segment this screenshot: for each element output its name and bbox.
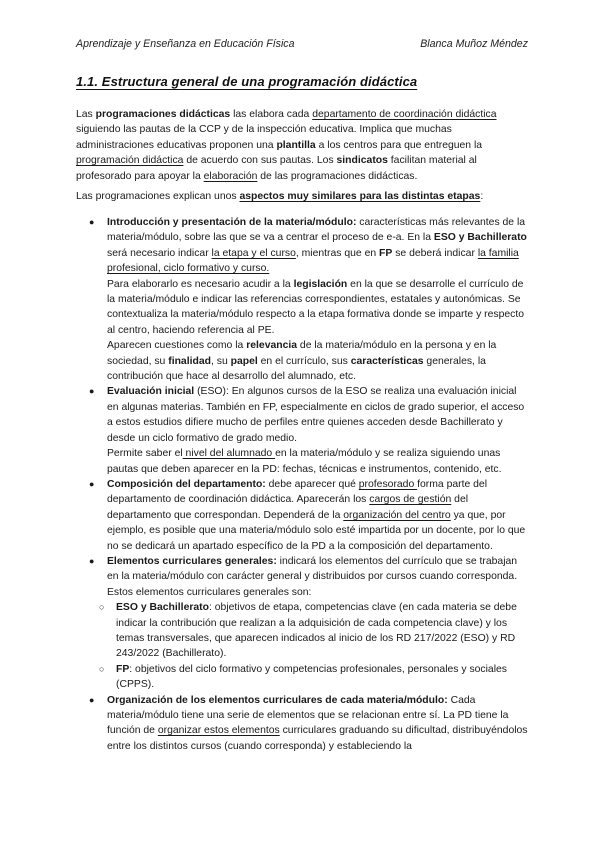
header-author: Blanca Muñoz Méndez xyxy=(420,38,528,50)
sublist-item-eso: ○ ESO y Bachillerato: objetivos de etapa, competencias clave (en cada materia se debe indicar la contribución que realizan a la adquisición de cada competencia clave) y los temas transversales, que aparecen indicados al inicio de los RD 217/2022 (ESO) y RD 243/2022 (Bachillerato). xyxy=(99,602,517,660)
section-title: 1.1. Estructura general de una programación didáctica xyxy=(76,74,418,89)
page-header xyxy=(76,38,528,50)
intro-paragraph: Las programaciones didácticas las elabora cada departamento de coordinación didáctica siguiendo las pautas de la CCP y de la inspección educativa. Implica que muchas administraciones educativas proponen una plantilla a los centros para que entreguen la programación didáctica de acuerdo con sus pautas. Los sindicatos facilitan material al profesorado para apoyar la elaboración de las programaciones didácticas. xyxy=(76,109,497,182)
bullet-icon: ● xyxy=(89,217,95,227)
bullet-icon: ● xyxy=(89,478,95,489)
hollow-bullet-icon: ○ xyxy=(99,602,105,613)
aspects-list xyxy=(76,215,528,754)
bullet-icon: ● xyxy=(89,694,95,705)
header-course: Aprendizaje y Enseñanza en Educación Física xyxy=(76,38,295,50)
list-item-comp: ● Composición del departamento: debe aparecer qué profesorado forma parte del departamento de coordinación didáctica. Aparecerán los cargos de gestión del departamento que correspondan. Dependerá de la organización del centro ya que, por ejemplo, es posible que una materia/módulo solo esté impartida por un docente, por lo que no se dedicará un apartado específico de la PD a la composición del departamento. xyxy=(89,478,526,552)
sublist-item-fp: ○ FP: objetivos del ciclo formativo y competencias profesionales, personales y sociales (CPPS). xyxy=(99,663,507,691)
list-item-intro: ● Introducción y presentación de la materia/módulo: características más relevantes de la materia/módulo, sobre las que se va a centrar el proceso de e-a. En la ESO y Bachillerato será necesario indicar la etapa y el curso, mientras que en FP se deberá indicar la familia profesional, ciclo formativo y curso. Para elaborarlo es necesario acudir a la legislación en la que se desarrolle el currículo de la materia/módulo e indicar las referencias correspondientes, estatales y autonómicas. Se contextualiza la materia/módulo respecto a la etapa formativa donde se imparte y respecto al centro, haciendo referencia al PE. Aparecen cuestiones como la relevancia de la materia/módulo en la persona y en la sociedad, su finalidad, su papel en el currículo, sus características generales, la contribución que hace al desarrollo del alumnado, etc. xyxy=(89,217,527,383)
list-item-org: ● Organización de los elementos curriculares de cada materia/módulo: Cada materia/módulo tiene una serie de elementos que se relacionan entre sí. La PD tiene la función de organizar estos elementos curriculares graduando su dificultad, distribuyéndolos entre los distintos cursos (cuando corresponda) y estableciendo la xyxy=(89,694,528,752)
aspects-paragraph: Las programaciones explican unos aspectos muy similares para las distintas etapas: xyxy=(76,191,484,202)
list-item-elem: ● Elementos curriculares generales: indicará los elementos del currículo que se trabajan en la materia/módulo con carácter general y distribuidos por cursos cuando corresponda. Estos elementos curriculares generales son: ○ ESO y Bachillerato: objetivos de etapa, competencias clave (en cada materia se debe indicar la contribución que realizan a la adquisición de cada competencia clave) y los temas transversales, que aparecen indicados al inicio de los RD 217/2022 (ESO) y RD 243/2022 (Bachillerato). ○ FP: objetivos del ciclo formativo y competencias profesionales, personales y sociales (CPPS). xyxy=(76,554,528,693)
curricular-sublist xyxy=(76,600,528,692)
bullet-icon: ● xyxy=(89,555,95,566)
list-item-eval: ● Evaluación inicial (ESO): En algunos cursos de la ESO se realiza una evaluación inicial en algunas materias. También en FP, especialmente en ciclos de grado superior, el acceso a estos estudios difiere mucho de perfiles entre quienes acceden desde Bachillerato y desde un ciclo formativo de grado medio. Permite saber el nivel del alumnado en la materia/módulo y se realiza siguiendo unas pautas que deben aparecer en la PD: fechas, técnicas e instrumentos, contenido, etc. xyxy=(89,386,525,475)
bullet-icon: ● xyxy=(89,386,95,397)
hollow-bullet-icon: ○ xyxy=(99,663,105,674)
